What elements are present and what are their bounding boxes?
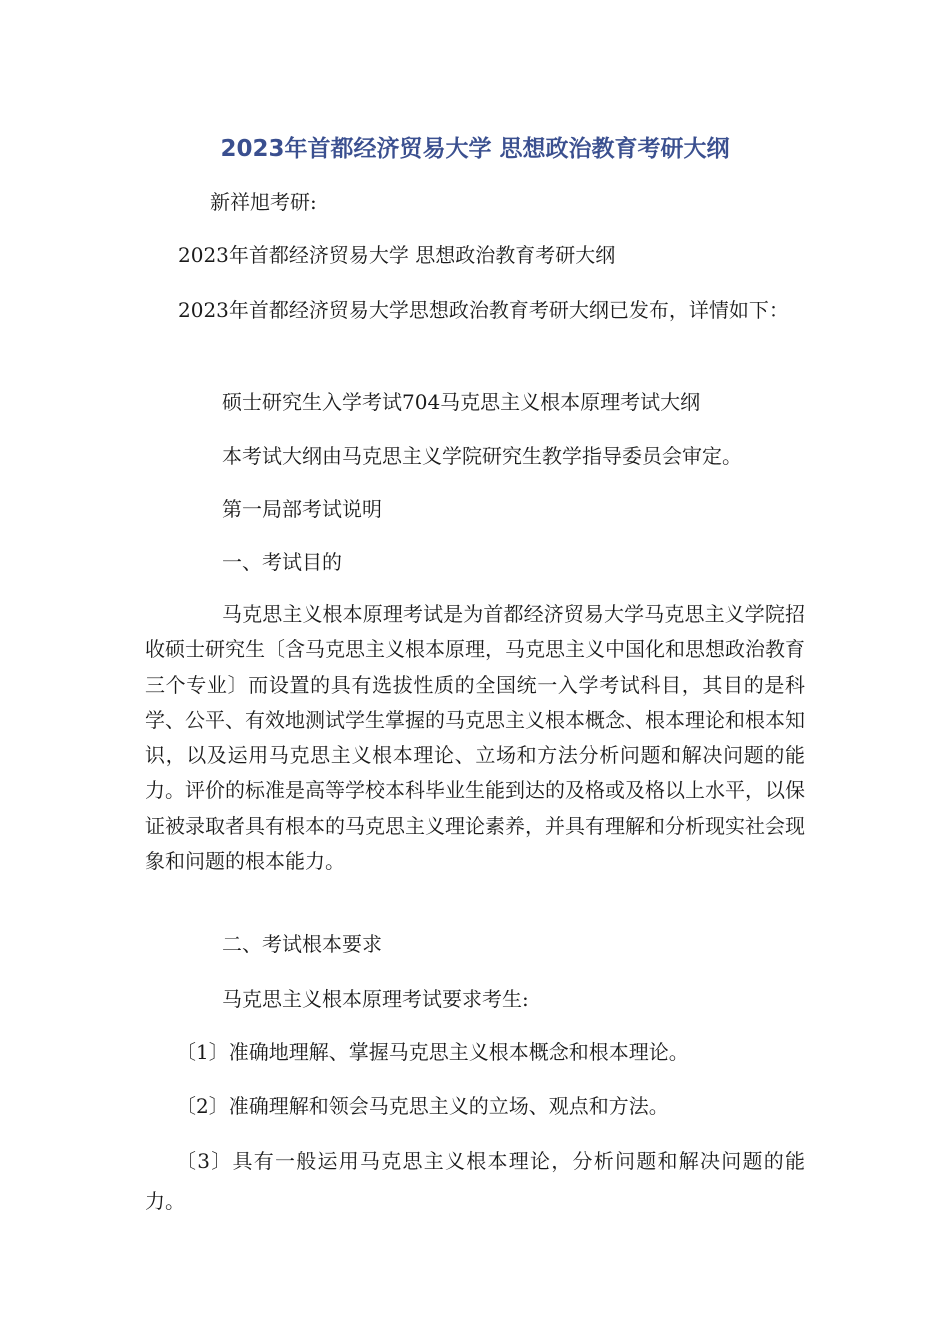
- greeting: 新祥旭考研:: [210, 190, 317, 214]
- review-note: 本考试大纲由马克思主义学院研究生教学指导委员会审定。: [222, 444, 742, 468]
- requirement-item: 〔1〕准确地理解、掌握马克思主义根本概念和根本理论。: [176, 1040, 689, 1064]
- requirements-intro: 马克思主义根本原理考试要求考生:: [222, 987, 529, 1011]
- purpose-paragraph: 马克思主义根本原理考试是为首都经济贸易大学马克思主义学院招收硕士研究生〔含马克思主义根本原理，马克思主义中国化和思想政治教育三个专业〕而设置的具有选拔性质的全国统一入学考试科目，其目的是科学、公平、有效地测试学生掌握的马克思主义根本概念、根本理论和根本知识，以及运用马克思主义根本理论、立场和方法分析问题和解决问题的能力。评价的标准是高等学校本科毕业生能到达的及格或及格以上水平，以保证被录取者具有根本的马克思主义理论素养，并具有理解和分析现实社会现象和问题的根本能力。: [145, 602, 805, 874]
- section-one-heading: 一、考试目的: [222, 550, 342, 574]
- intro-paragraph: 2023年首都经济贸易大学思想政治教育考研大纲已发布，详情如下：: [178, 298, 789, 322]
- document-title: 2023年首都经济贸易大学 思想政治教育考研大纲: [220, 136, 730, 162]
- subtitle: 2023年首都经济贸易大学 思想政治教育考研大纲: [178, 243, 616, 267]
- exam-name: 硕士研究生入学考试704马克思主义根本原理考试大纲: [222, 390, 701, 414]
- section-two-heading: 二、考试根本要求: [222, 932, 382, 956]
- part-one-heading: 第一局部考试说明: [222, 497, 382, 521]
- requirement-item: 〔3〕具有一般运用马克思主义根本理论，分析问题和解决问题的能力。: [145, 1149, 805, 1213]
- requirement-item: 〔2〕准确理解和领会马克思主义的立场、观点和方法。: [176, 1094, 669, 1118]
